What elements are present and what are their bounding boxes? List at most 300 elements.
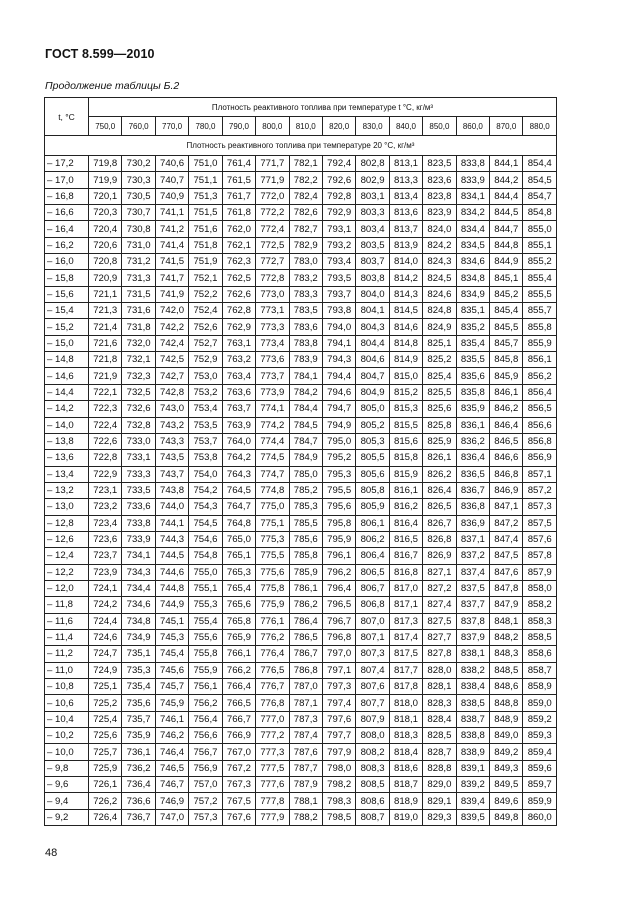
density-cell: 814,8 [389,335,422,351]
density-cell: 786,7 [289,646,322,662]
density-cell: 787,6 [289,744,322,760]
temperature-cell: – 11,4 [45,629,89,645]
density-cell: 774,4 [256,433,289,449]
density-cell: 827,7 [423,629,456,645]
density-cell: 751,8 [189,237,222,253]
density-cell: 773,7 [256,368,289,384]
density-cell: 808,6 [356,793,389,809]
density-cell: 786,4 [289,613,322,629]
density-cell: 824,0 [423,221,456,237]
density-cell: 722,9 [89,466,122,482]
density-cell: 828,7 [423,744,456,760]
density-cell: 720,4 [89,221,122,237]
density-cell: 845,8 [490,352,523,368]
density-cell: 767,2 [222,760,255,776]
table-row [45,368,557,384]
density-cell: 782,9 [289,237,322,253]
density-cell: 736,1 [122,744,155,760]
density-cell: 808,0 [356,728,389,744]
density-cell: 723,7 [89,548,122,564]
density-cell: 743,7 [155,466,188,482]
density-cell: 849,3 [490,760,523,776]
density-cell: 762,9 [222,319,255,335]
density-cell: 855,7 [523,303,556,319]
density-cell: 766,7 [222,711,255,727]
temperature-cell: – 15,4 [45,303,89,319]
density-cell: 848,1 [490,613,523,629]
table-row [45,793,557,809]
temperature-cell: – 10,8 [45,679,89,695]
density-cell: 826,1 [423,450,456,466]
density-cell: 797,3 [322,679,355,695]
density-cell: 742,4 [155,335,188,351]
density-cell: 756,2 [189,695,222,711]
density-cell: 816,2 [389,499,422,515]
density-cell: 859,6 [523,760,556,776]
density-cell: 807,4 [356,662,389,678]
table-row [45,384,557,400]
density-cell: 837,7 [456,597,489,613]
temperature-cell: – 14,8 [45,352,89,368]
density-cell: 835,9 [456,401,489,417]
table-row [45,695,557,711]
table-row [45,221,557,237]
density-cell: 845,4 [490,303,523,319]
density-cell: 827,2 [423,580,456,596]
density-cell: 837,8 [456,613,489,629]
density-cell: 741,9 [155,286,188,302]
density-cell: 807,1 [356,629,389,645]
density-cell: 817,8 [389,679,422,695]
density-cell: 846,8 [490,466,523,482]
density-cell: 818,6 [389,760,422,776]
density-cell: 722,1 [89,384,122,400]
density-cell: 743,5 [155,450,188,466]
density-cell: 733,1 [122,450,155,466]
density-cell: 784,5 [289,417,322,433]
density-cell: 772,0 [256,188,289,204]
density-cell: 836,8 [456,499,489,515]
density-cell: 816,1 [389,482,422,498]
density-cell: 744,3 [155,531,188,547]
density-cell: 813,4 [389,188,422,204]
density-cell: 734,3 [122,564,155,580]
density-cell: 782,4 [289,188,322,204]
table-row [45,205,557,221]
density-cell: 774,5 [256,450,289,466]
density-cell: 829,3 [423,809,456,825]
density-cell: 795,9 [322,531,355,547]
density-cell: 775,3 [256,531,289,547]
density-cell: 773,6 [256,352,289,368]
density-cell: 798,0 [322,760,355,776]
density-cell: 767,0 [222,744,255,760]
density-cell: 796,5 [322,597,355,613]
density-cell: 735,7 [122,711,155,727]
density-cell: 745,6 [155,662,188,678]
density-cell: 756,7 [189,744,222,760]
density-cell: 818,3 [389,728,422,744]
density-cell: 796,2 [322,564,355,580]
density-cell: 775,9 [256,597,289,613]
density-cell: 859,3 [523,728,556,744]
top-header: Плотность реактивного топлива при температуре t °С, кг/м³ [89,98,557,117]
density-cell: 741,4 [155,237,188,253]
density-cell: 816,7 [389,548,422,564]
density-cell: 767,5 [222,793,255,809]
density-cell: 833,9 [456,172,489,188]
density-cell: 858,0 [523,580,556,596]
density-cell: 720,9 [89,270,122,286]
density-cell: 817,5 [389,646,422,662]
density-cell: 806,8 [356,597,389,613]
density-cell: 726,1 [89,777,122,793]
density-cell: 777,2 [256,728,289,744]
density-cell: 734,4 [122,580,155,596]
density-cell: 772,8 [256,270,289,286]
density-cell: 777,3 [256,744,289,760]
density-cell: 783,6 [289,319,322,335]
temperature-cell: – 14,2 [45,401,89,417]
density-cell: 784,9 [289,450,322,466]
density-cell: 856,8 [523,433,556,449]
density-cell: 752,2 [189,286,222,302]
density-cell: 776,1 [256,613,289,629]
density-cell: 763,1 [222,335,255,351]
density-cell: 762,5 [222,270,255,286]
density-cell: 725,1 [89,679,122,695]
density-cell: 857,9 [523,564,556,580]
density-cell: 818,7 [389,777,422,793]
density-cell: 721,1 [89,286,122,302]
density-cell: 797,6 [322,711,355,727]
density-cell: 744,8 [155,580,188,596]
density-cell: 855,8 [523,319,556,335]
density-cell: 834,6 [456,254,489,270]
density-cell: 730,2 [122,156,155,172]
density-cell: 774,8 [256,482,289,498]
table-row [45,580,557,596]
density-cell: 741,7 [155,270,188,286]
density-cell: 772,5 [256,237,289,253]
density-cell: 839,1 [456,760,489,776]
density-cell: 731,0 [122,237,155,253]
density-cell: 846,5 [490,433,523,449]
density-cell: 764,5 [222,482,255,498]
table-row [45,711,557,727]
density-cell: 754,0 [189,466,222,482]
density-cell: 733,5 [122,482,155,498]
density-cell: 782,7 [289,221,322,237]
density-cell: 857,2 [523,482,556,498]
density-cell: 792,8 [322,188,355,204]
density-cell: 736,4 [122,777,155,793]
density-cell: 764,0 [222,433,255,449]
density-cell: 807,0 [356,613,389,629]
density-cell: 854,8 [523,205,556,221]
density-cell: 838,8 [456,728,489,744]
density-cell: 743,2 [155,417,188,433]
temperature-cell: – 13,0 [45,499,89,515]
density-header-cell: 860,0 [456,117,489,136]
density-cell: 772,2 [256,205,289,221]
density-cell: 731,6 [122,303,155,319]
density-cell: 813,3 [389,172,422,188]
temperature-cell: – 12,4 [45,548,89,564]
density-cell: 783,2 [289,270,322,286]
density-cell: 806,1 [356,515,389,531]
density-cell: 732,1 [122,352,155,368]
density-cell: 783,3 [289,286,322,302]
density-cell: 753,4 [189,401,222,417]
density-cell: 764,8 [222,515,255,531]
density-cell: 804,0 [356,286,389,302]
density-cell: 847,6 [490,564,523,580]
density-cell: 857,8 [523,548,556,564]
density-cell: 806,7 [356,580,389,596]
density-cell: 844,9 [490,254,523,270]
density-cell: 725,7 [89,744,122,760]
density-cell: 773,0 [256,286,289,302]
density-cell: 834,9 [456,286,489,302]
density-cell: 764,2 [222,450,255,466]
table-row [45,188,557,204]
density-cell: 773,9 [256,384,289,400]
density-cell: 787,4 [289,728,322,744]
density-cell: 816,5 [389,531,422,547]
density-cell: 817,4 [389,629,422,645]
density-cell: 788,1 [289,793,322,809]
density-cell: 837,1 [456,531,489,547]
density-cell: 777,5 [256,760,289,776]
density-cell: 736,7 [122,809,155,825]
density-header-cell: 790,0 [222,117,255,136]
density-cell: 755,8 [189,646,222,662]
density-cell: 775,8 [256,580,289,596]
density-cell: 826,2 [423,466,456,482]
density-cell: 733,0 [122,433,155,449]
density-cell: 775,5 [256,548,289,564]
density-cell: 837,9 [456,629,489,645]
table-row [45,482,557,498]
density-cell: 848,2 [490,629,523,645]
density-cell: 804,4 [356,335,389,351]
table-row [45,433,557,449]
density-cell: 755,4 [189,613,222,629]
density-cell: 858,9 [523,679,556,695]
density-cell: 807,9 [356,711,389,727]
density-cell: 859,2 [523,711,556,727]
density-cell: 817,1 [389,597,422,613]
table-row [45,564,557,580]
table-row [45,777,557,793]
density-cell: 826,7 [423,515,456,531]
density-cell: 819,0 [389,809,422,825]
density-cell: 723,2 [89,499,122,515]
density-cell: 757,0 [189,777,222,793]
density-cell: 847,1 [490,499,523,515]
temperature-cell: – 12,6 [45,531,89,547]
density-cell: 813,7 [389,221,422,237]
density-cell: 797,9 [322,744,355,760]
density-cell: 845,9 [490,368,523,384]
density-cell: 751,0 [189,156,222,172]
density-cell: 815,0 [389,368,422,384]
density-cell: 859,0 [523,695,556,711]
density-cell: 723,9 [89,564,122,580]
density-cell: 794,4 [322,368,355,384]
density-cell: 720,8 [89,254,122,270]
density-cell: 844,7 [490,221,523,237]
density-cell: 795,5 [322,482,355,498]
density-cell: 742,7 [155,368,188,384]
density-cell: 785,9 [289,564,322,580]
density-cell: 844,1 [490,156,523,172]
density-cell: 813,6 [389,205,422,221]
temperature-cell: – 9,8 [45,760,89,776]
density-cell: 808,2 [356,744,389,760]
density-cell: 771,7 [256,156,289,172]
density-cell: 788,2 [289,809,322,825]
density-cell: 823,6 [423,172,456,188]
density-cell: 825,2 [423,352,456,368]
density-cell: 808,5 [356,777,389,793]
density-cell: 765,6 [222,597,255,613]
density-cell: 833,8 [456,156,489,172]
density-cell: 719,9 [89,172,122,188]
density-cell: 742,8 [155,384,188,400]
density-cell: 837,4 [456,564,489,580]
table-row [45,352,557,368]
density-cell: 824,5 [423,270,456,286]
temperature-cell: – 12,8 [45,515,89,531]
density-cell: 795,2 [322,450,355,466]
density-cell: 856,5 [523,401,556,417]
density-cell: 813,9 [389,237,422,253]
density-cell: 856,2 [523,368,556,384]
density-cell: 784,7 [289,433,322,449]
density-cell: 838,5 [456,695,489,711]
density-cell: 817,0 [389,580,422,596]
density-cell: 835,4 [456,335,489,351]
density-cell: 837,5 [456,580,489,596]
density-cell: 817,7 [389,662,422,678]
density-header-row [45,117,557,136]
density-cell: 848,8 [490,695,523,711]
temperature-cell: – 15,8 [45,270,89,286]
density-cell: 793,7 [322,286,355,302]
table-row [45,548,557,564]
density-cell: 813,1 [389,156,422,172]
density-cell: 804,1 [356,303,389,319]
density-cell: 754,5 [189,515,222,531]
density-cell: 803,8 [356,270,389,286]
density-cell: 744,0 [155,499,188,515]
density-cell: 855,9 [523,335,556,351]
table-row [45,254,557,270]
density-header-cell: 750,0 [89,117,122,136]
density-header-cell: 850,0 [423,117,456,136]
density-cell: 793,1 [322,221,355,237]
density-cell: 836,2 [456,433,489,449]
density-cell: 733,3 [122,466,155,482]
density-cell: 745,3 [155,629,188,645]
density-cell: 747,0 [155,809,188,825]
table-row [45,319,557,335]
temperature-cell: – 16,4 [45,221,89,237]
density-cell: 756,9 [189,760,222,776]
density-cell: 754,8 [189,548,222,564]
density-cell: 814,0 [389,254,422,270]
table-row [45,728,557,744]
density-cell: 804,3 [356,319,389,335]
density-cell: 763,9 [222,417,255,433]
density-cell: 771,9 [256,172,289,188]
density-cell: 753,8 [189,450,222,466]
density-cell: 855,1 [523,237,556,253]
density-cell: 815,6 [389,433,422,449]
temperature-cell: – 9,4 [45,793,89,809]
density-cell: 777,9 [256,809,289,825]
temperature-cell: – 16,8 [45,188,89,204]
density-cell: 795,8 [322,515,355,531]
density-cell: 794,6 [322,384,355,400]
density-cell: 785,3 [289,499,322,515]
density-cell: 834,5 [456,237,489,253]
density-cell: 849,0 [490,728,523,744]
density-cell: 856,1 [523,352,556,368]
density-cell: 765,9 [222,629,255,645]
density-cell: 805,8 [356,482,389,498]
temperature-cell: – 9,6 [45,777,89,793]
density-cell: 775,1 [256,515,289,531]
density-cell: 724,1 [89,580,122,596]
density-cell: 845,1 [490,270,523,286]
density-cell: 858,2 [523,597,556,613]
density-cell: 720,6 [89,237,122,253]
density-cell: 776,2 [256,629,289,645]
density-cell: 795,0 [322,433,355,449]
density-cell: 761,4 [222,156,255,172]
density-cell: 825,6 [423,401,456,417]
density-cell: 847,2 [490,515,523,531]
density-cell: 857,6 [523,531,556,547]
density-cell: 849,6 [490,793,523,809]
density-cell: 794,1 [322,335,355,351]
table-row [45,450,557,466]
density-cell: 735,9 [122,728,155,744]
density-cell: 838,1 [456,646,489,662]
density-cell: 786,2 [289,597,322,613]
density-cell: 827,8 [423,646,456,662]
density-cell: 793,8 [322,303,355,319]
density-cell: 735,3 [122,662,155,678]
density-cell: 818,4 [389,744,422,760]
density-cell: 765,8 [222,613,255,629]
density-cell: 815,5 [389,417,422,433]
density-cell: 839,5 [456,809,489,825]
density-cell: 762,0 [222,221,255,237]
density-cell: 805,0 [356,401,389,417]
density-cell: 742,0 [155,303,188,319]
density-cell: 808,7 [356,809,389,825]
density-cell: 744,5 [155,548,188,564]
density-cell: 845,2 [490,286,523,302]
density-cell: 804,7 [356,368,389,384]
density-cell: 815,3 [389,401,422,417]
density-cell: 827,4 [423,597,456,613]
density-cell: 814,6 [389,319,422,335]
